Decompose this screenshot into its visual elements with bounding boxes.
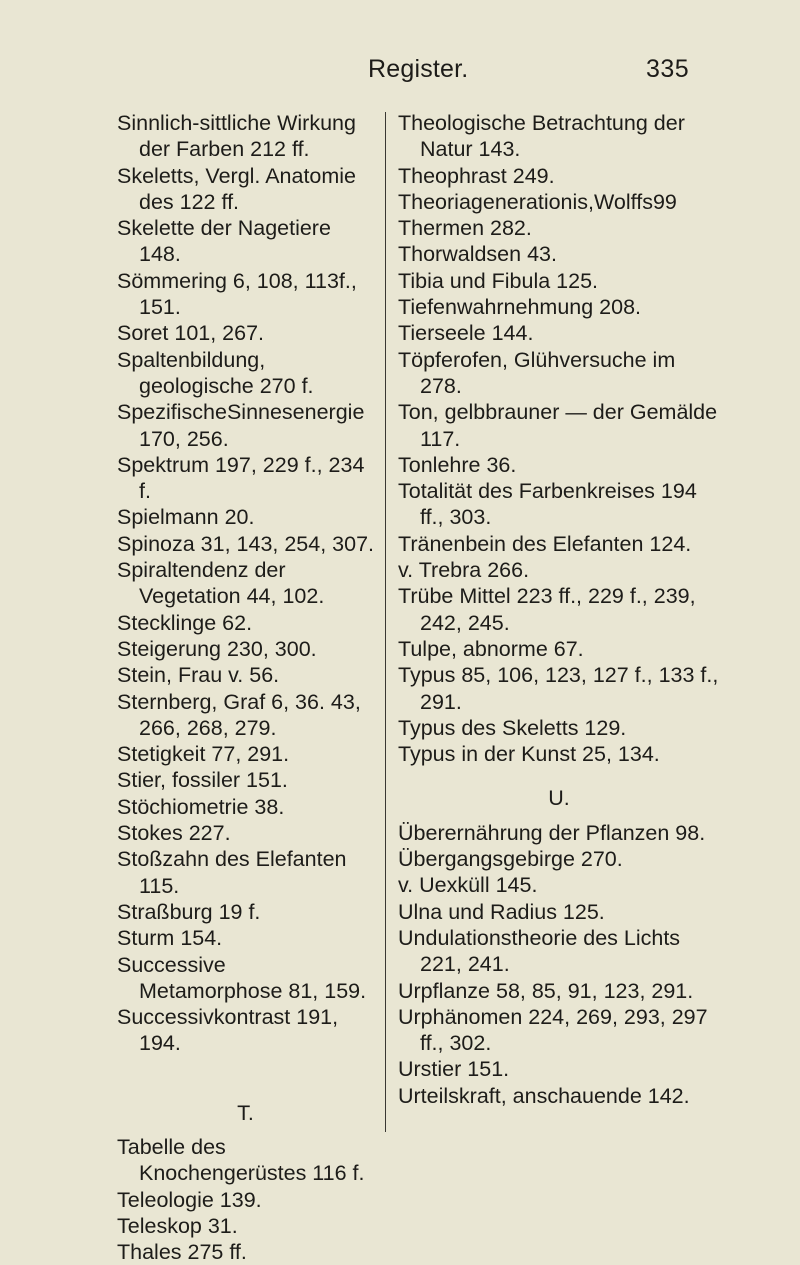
index-entry: Stoßzahn des Elefanten 115. [117, 847, 347, 898]
letter-heading-u: U. [548, 786, 570, 811]
index-entry: Thales 275 ff. [117, 1240, 247, 1265]
index-entry: Sinnlich-sittliche Wirkung der Farben 212 ff. [117, 111, 356, 162]
index-entry: Trübe Mittel 223 ff., 229 f., 239, 242, 245. [398, 584, 696, 635]
index-entry: Stokes 227. [117, 821, 231, 846]
index-entry: Sömmering 6, 108, 113f., 151. [117, 268, 357, 320]
index-entry: Typus in der Kunst 25, 134. [398, 742, 660, 767]
index-entry: Tierseele 144. [398, 321, 534, 346]
index-entry: Sturm 154. [117, 926, 223, 951]
index-entry: Skelette der Nagetiere 148. [117, 216, 331, 267]
index-entry: Sternberg, Graf 6, 36. 43, 266, 268, 279. [117, 689, 361, 740]
index-entry: Spielmann 20. [117, 505, 255, 530]
page-number: 335 [646, 55, 690, 83]
index-entry: Tränenbein des Elefanten 124. [398, 531, 692, 556]
index-entry: Stetigkeit 77, 291. [117, 742, 290, 767]
letter-heading-t: T. [237, 1100, 254, 1125]
index-entry: Undulationstheorie des Lichts 221, 241. [398, 925, 681, 977]
index-column-left [117, 110, 374, 1265]
index-entries-t-continued [398, 110, 720, 767]
index-entry: Teleologie 139. [117, 1187, 262, 1212]
running-head-title: Register. [368, 55, 469, 83]
index-entry: SpezifischeSinnesenergie 170, 256. [117, 400, 365, 451]
index-entry: Urphänomen 224, 269, 293, 297 ff., 302. [398, 1004, 708, 1056]
index-entry: Thorwaldsen 43. [398, 242, 557, 267]
section-spacer [117, 1057, 374, 1100]
index-entry: Stein, Frau v. 56. [117, 663, 280, 688]
index-entry: Ton, gelbbrauner — der Gemälde 117. [398, 400, 718, 451]
index-entry: Spektrum 197, 229 f., 234 f. [117, 452, 365, 504]
index-entry: Successive Metamorphose 81, 159. [117, 952, 367, 1003]
index-entry: Teleskop 31. [117, 1213, 238, 1238]
index-entry: Tabelle des Knochengerüstes 116 f. [117, 1134, 365, 1186]
index-entry: Totalität des Farbenkreises 194 ff., 303. [398, 479, 697, 530]
index-entry: Stier, fossiler 151. [117, 768, 288, 793]
index-entry: Typus des Skeletts 129. [398, 715, 627, 740]
index-entry: Übergangsgebirge 270. [398, 847, 623, 872]
index-entry: Tulpe, abnorme 67. [398, 636, 584, 661]
index-entry: Überernährung der Pflanzen 98. [398, 820, 706, 845]
index-entry: Urteilskraft, anschauende 142. [398, 1083, 690, 1108]
index-entry: Tibia und Fibula 125. [398, 268, 598, 293]
index-entry: Straßburg 19 f. [117, 899, 261, 924]
index-entry: Thermen 282. [398, 216, 532, 241]
index-entry: Soret 101, 267. [117, 321, 265, 346]
index-entries-u [398, 820, 720, 1109]
index-entry: Spinoza 31, 143, 254, 307. [117, 531, 375, 556]
index-entry: Theoriagenerationis,Wolffs99 [398, 189, 677, 214]
index-entry: v. Trebra 266. [398, 558, 530, 583]
section-spacer [398, 767, 720, 785]
index-entry: Tonlehre 36. [398, 452, 517, 477]
index-entry: v. Uexküll 145. [398, 873, 538, 898]
index-entries-s [117, 110, 374, 1057]
index-entry: Skeletts, Vergl. Anatomie des 122 ff. [117, 163, 357, 214]
column-divider [385, 112, 386, 1132]
index-entry: Tiefenwahrnehmung 208. [398, 295, 642, 320]
index-entry: Stöchiometrie 38. [117, 794, 285, 819]
index-entry: Stecklinge 62. [117, 610, 253, 635]
index-column-right [398, 110, 720, 1109]
section-spacer [398, 812, 720, 820]
index-entry: Spaltenbildung, geologische 270 f. [117, 347, 314, 398]
index-entry: Theophrast 249. [398, 163, 555, 188]
index-entry: Spiraltendenz der Vegetation 44, 102. [117, 558, 325, 609]
section-spacer [117, 1126, 374, 1134]
running-head [0, 55, 800, 85]
index-entry: Theologische Betrachtung der Natur 143. [398, 111, 685, 162]
index-entry: Ulna und Radius 125. [398, 899, 605, 924]
index-entries-t [117, 1134, 374, 1265]
index-entry: Steigerung 230, 300. [117, 636, 317, 661]
index-entry: Töpferofen, Glühversuche im 278. [398, 347, 676, 398]
index-entry: Urpflanze 58, 85, 91, 123, 291. [398, 978, 694, 1003]
index-entry: Successivkontrast 191, 194. [117, 1005, 339, 1056]
index-entry: Urstier 151. [398, 1057, 510, 1082]
index-entry: Typus 85, 106, 123, 127 f., 133 f., 291. [398, 663, 719, 714]
